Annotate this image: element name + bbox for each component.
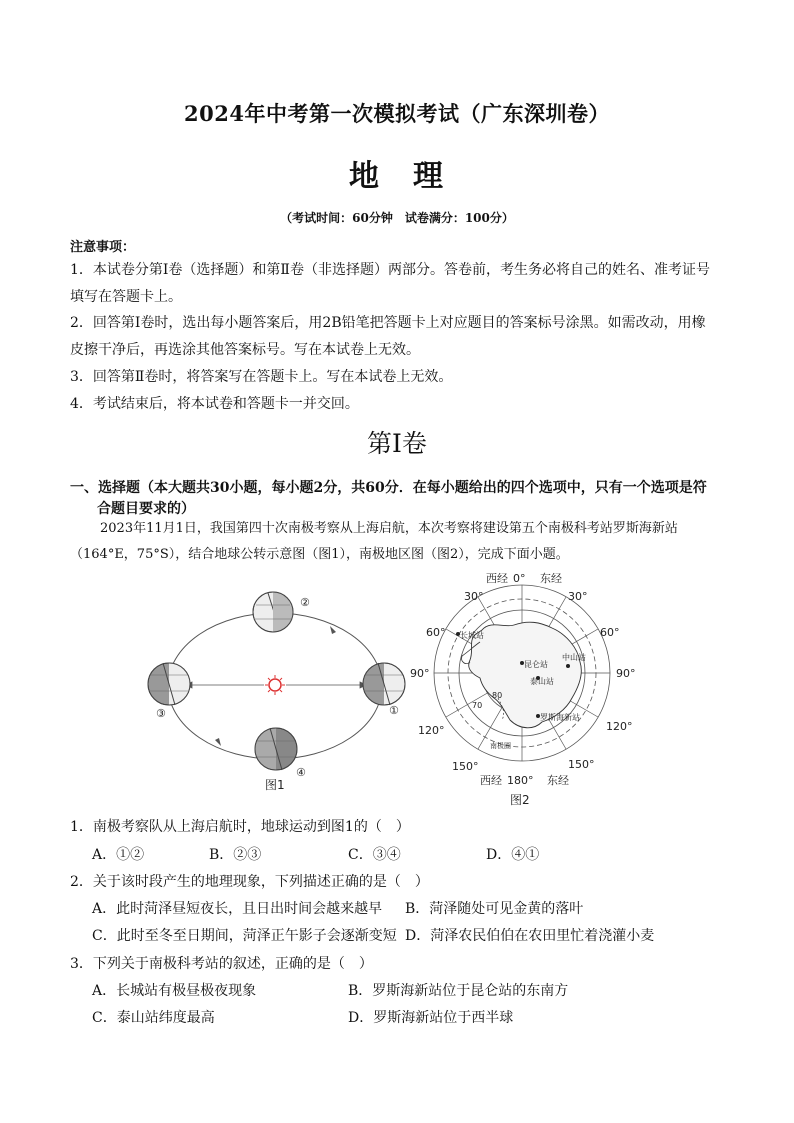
station-label-kunlun: 昆仑站 — [524, 660, 548, 669]
question-3-option-d[interactable]: D．罗斯海新站位于西半球 — [348, 1010, 514, 1026]
lon-label-150w: 150° — [452, 760, 479, 773]
station-label-rosssea: 罗斯海新站 — [540, 713, 580, 722]
top-label-west: 西经 — [486, 572, 508, 585]
lon-label-60e: 60° — [600, 626, 620, 639]
intro-line1: 2023年11月1日，我国第四十次南极考察从上海启航，本次考察将建设第五个南极科考站罗斯海新站 — [100, 521, 678, 536]
question-3-stem: 3．下列关于南极科考站的叙述，正确的是（ ） — [70, 956, 373, 972]
question-3-option-a[interactable]: A．长城站有极昼极夜现象 — [92, 983, 257, 999]
exam-info: （考试时间：60分钟 试卷满分：100分） — [280, 211, 514, 225]
question-2-option-c[interactable]: C．此时至冬至日期间，菏泽正午影子会逐渐变短 — [92, 928, 397, 944]
earth-position-1 — [363, 663, 405, 705]
bottom-label-center: 180° — [507, 774, 534, 787]
notice-item-2-line1: 2．回答第Ⅰ卷时，选出每小题答案后，用2B铅笔把答题卡上对应题目的答案标号涂黑。如需改动，用橡 — [70, 315, 706, 331]
lon-label-30w: 30° — [464, 590, 484, 603]
top-label-east: 东经 — [540, 572, 562, 585]
notice-item-3: 3．回答第Ⅱ卷时，将答案写在答题卡上。写在本试卷上无效。 — [70, 369, 453, 385]
notice-item-2-line2: 皮擦干净后，再选涂其他答案标号。写在本试卷上无效。 — [70, 342, 420, 358]
top-label-center: 0° — [513, 572, 526, 585]
exam-title: 2024年中考第一次模拟考试（广东深圳卷） — [184, 101, 610, 126]
notice-item-1-line2: 填写在答题卡上。 — [70, 289, 182, 305]
question-1-option-d[interactable]: D．④① — [486, 847, 540, 863]
question-1-stem: 1．南极考察队从上海启航时，地球运动到图1的（ ） — [70, 819, 410, 835]
question-1-option-c[interactable]: C．③④ — [348, 847, 401, 863]
station-label-changcheng: 长城站 — [460, 631, 484, 640]
station-label-zhongshan: 中山站 — [562, 653, 586, 662]
lon-label-90w: 90° — [410, 667, 430, 680]
notice-item-4: 4．考试结束后，将本试卷和答题卡一并交回。 — [70, 396, 359, 412]
orbit-label-2: ② — [300, 596, 310, 609]
lon-label-90e: 90° — [616, 667, 636, 680]
lat-label-80: 80 — [492, 691, 503, 700]
question-2-option-a[interactable]: A．此时菏泽昼短夜长，且日出时间会越来越早 — [92, 901, 383, 917]
question-3-option-c[interactable]: C．泰山站纬度最高 — [92, 1010, 215, 1026]
station-marker-zhongshan — [566, 664, 570, 668]
figure1-caption: 图1 — [265, 778, 285, 792]
orbit-label-1: ① — [389, 704, 399, 717]
lon-label-60w: 60° — [426, 626, 446, 639]
lat-label-70: 70 — [472, 701, 483, 710]
lon-label-30e: 30° — [568, 590, 588, 603]
bottom-label-west: 西经 — [480, 774, 502, 787]
sun-icon — [265, 675, 285, 695]
lon-label-150e: 150° — [568, 758, 595, 771]
question-1-option-b[interactable]: B．②③ — [209, 847, 262, 863]
bottom-label-east: 东经 — [547, 774, 569, 787]
question-3-option-b[interactable]: B．罗斯海新站位于昆仑站的东南方 — [348, 983, 569, 999]
notice-heading: 注意事项： — [70, 240, 136, 255]
subject-title: 地 理 — [349, 159, 445, 194]
orbit-label-3: ③ — [156, 707, 166, 720]
figure2-antarctica-map — [410, 570, 650, 810]
question-1-option-a[interactable]: A．①② — [92, 847, 145, 863]
section-heading-line1: 一、选择题（本大题共30小题，每小题2分，共60分．在每小题给出的四个选项中，只有一个选项是符 — [70, 480, 707, 496]
volume-title: 第Ⅰ卷 — [367, 429, 427, 458]
notice-item-2 — [70, 310, 730, 364]
question-2-stem: 2．关于该时段产生的地理现象，下列描述正确的是（ ） — [70, 874, 429, 890]
antarctic-circle-label: 南极圈 — [490, 742, 511, 750]
lon-label-120w: 120° — [418, 724, 445, 737]
section-heading-line2: 合题目要求的） — [97, 501, 195, 517]
lon-label-120e: 120° — [606, 720, 633, 733]
notice-item-1 — [70, 257, 730, 311]
question-intro — [70, 516, 730, 568]
station-label-taishan: 泰山站 — [530, 677, 554, 686]
earth-position-3 — [148, 663, 190, 705]
notice-item-1-line1: 1．本试卷分第Ⅰ卷（选择题）和第Ⅱ卷（非选择题）两部分。答卷前，考生务必将自己的姓名、准考证号 — [70, 262, 710, 278]
figure2-caption: 图2 — [510, 793, 530, 807]
question-2-option-b[interactable]: B．菏泽随处可见金黄的落叶 — [405, 901, 584, 917]
question-2-option-d[interactable]: D．菏泽农民伯伯在农田里忙着浇灌小麦 — [405, 928, 655, 944]
section-heading — [70, 478, 730, 520]
figure1-earth-revolution — [140, 585, 415, 795]
antarctica-outline — [469, 622, 582, 728]
orbit-label-4: ④ — [296, 766, 306, 779]
earth-position-2 — [253, 592, 293, 632]
intro-line2: （164°E，75°S），结合地球公转示意图（图1），南极地区图（图2），完成下面小题。 — [70, 547, 569, 562]
earth-position-4 — [255, 728, 297, 770]
